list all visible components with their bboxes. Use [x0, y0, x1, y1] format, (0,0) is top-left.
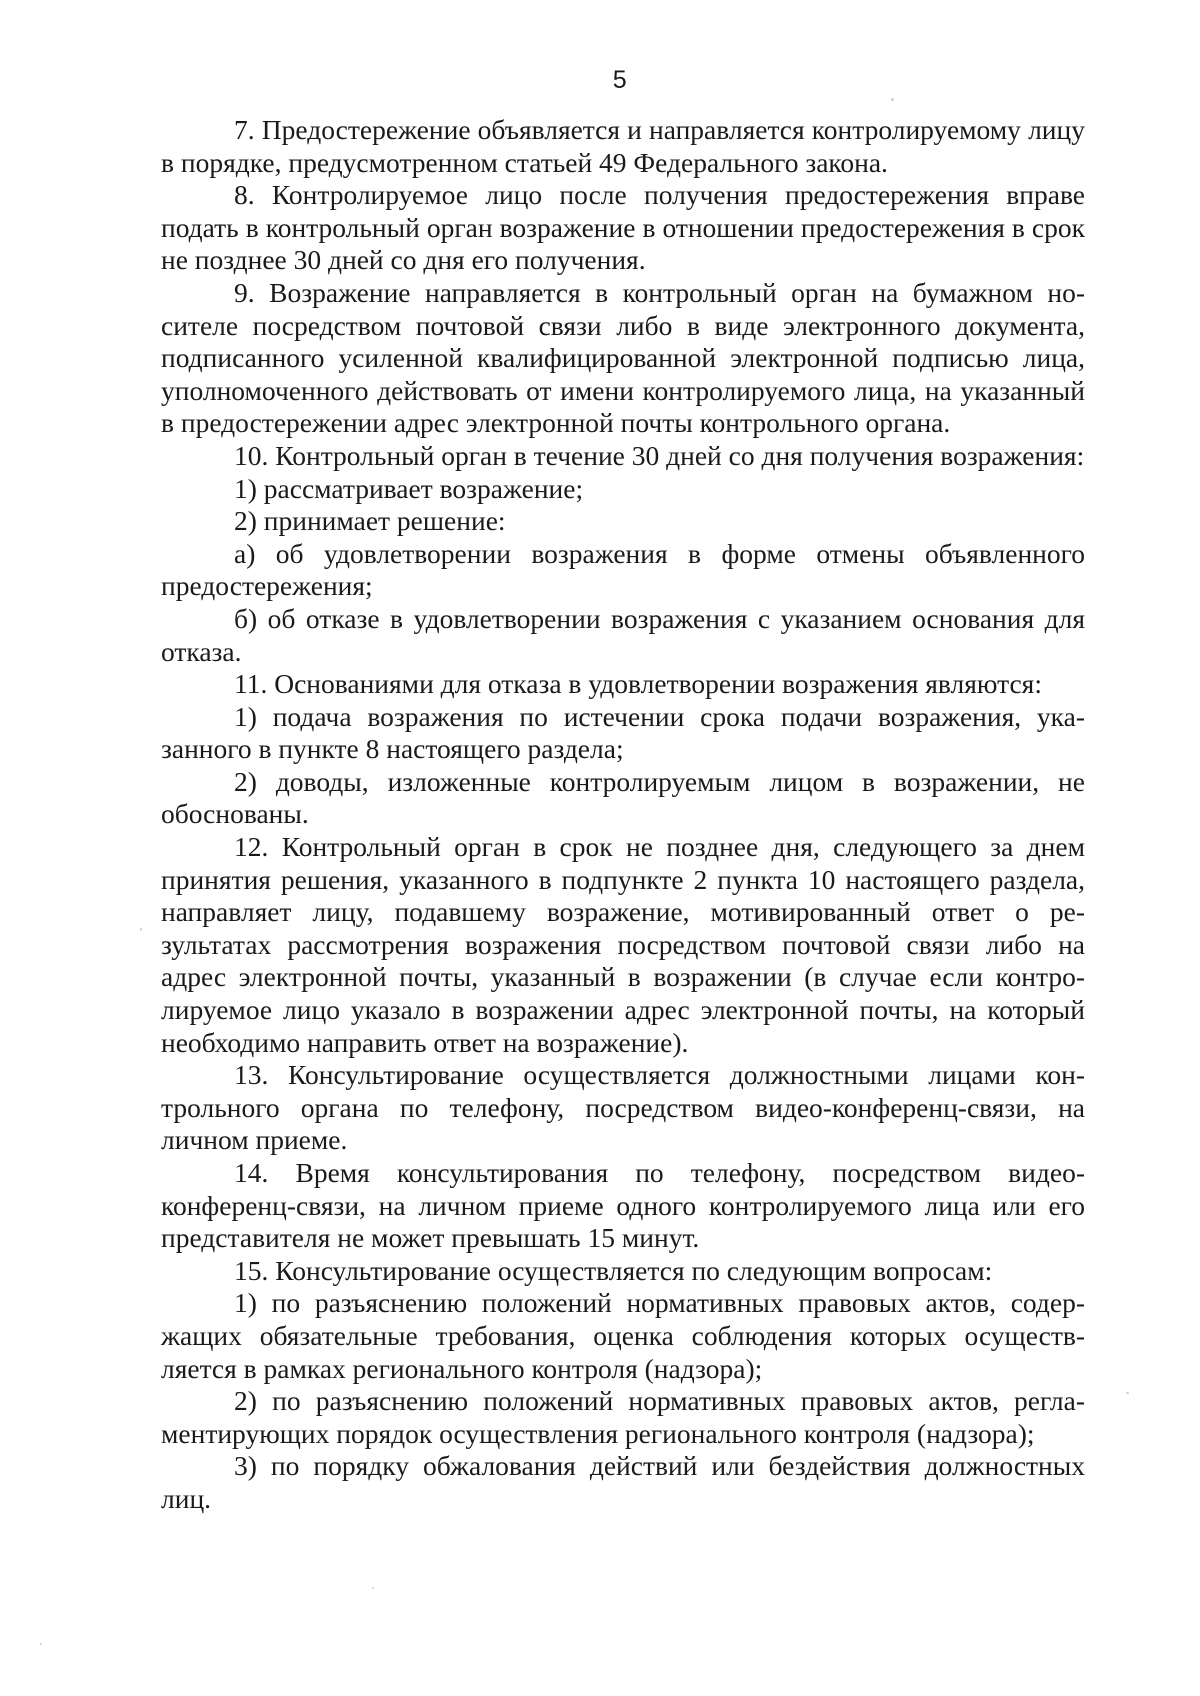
scan-speck — [140, 928, 142, 931]
paragraph-10-item-1: 1) рассматривает возражение; — [234, 472, 584, 504]
paragraph-11-item-1: 1) подача возражения по истечении срока подачи возражения, указанного в пункте 8 настоящего раздела; — [161, 700, 1085, 765]
page-number: 5 — [612, 66, 628, 94]
scan-speck — [372, 1587, 374, 1589]
paragraph-13: 13. Консультирование осуществляется должностными лицами контрольного органа по телефону, посредством видео-конференц-связи, на личном приеме. — [161, 1059, 1085, 1156]
paragraph-10: 10. Контрольный орган в течение 30 дней со дня получения возражения: — [234, 439, 1085, 471]
scan-speck — [1126, 1392, 1129, 1394]
paragraph-9: 9. Возражение направляется в контрольный орган на бумажном носителе посредством почтовой связи либо в виде электронного документа, подписанного усиленной квалифицированной электронной подписью лица, уполномоченного действовать от имени контролируемого лица, на указанный в предостережении адрес электронной почты контрольного органа. — [161, 276, 1085, 439]
paragraph-12: 12. Контрольный орган в срок не позднее дня, следующего за днем принятия решения, указанного в подпункте 2 пункта 10 настоящего раздела, направляет лицу, подавшему возражение, мотивированный ответ о результатах рассмотрения возражения посредством почтовой связи либо на адрес электронной почты, указанный в возражении (в случае если контролируемое лицо указало в возражении адрес электронной почты, на который необходимо направить ответ на возражение). — [161, 831, 1085, 1058]
scan-speck — [891, 98, 894, 101]
paragraph-8: 8. Контролируемое лицо после получения предостережения вправе подать в контрольный орган возражение в отношении предостережения в срок не позднее 30 дней со дня его получения. — [161, 179, 1085, 276]
scan-speck — [40, 1643, 42, 1645]
paragraph-7: 7. Предостережение объявляется и направляется контролируемому лицу в порядке, предусмотренном статьей 49 Федерального закона. — [161, 114, 1085, 178]
paragraph-10-item-2: 2) принимает решение: — [234, 505, 506, 537]
paragraph-15-item-2: 2) по разъяснению положений нормативных правовых актов, регламентирующих порядок осуществления регионального контроля (надзора); — [161, 1385, 1085, 1449]
document-body — [161, 114, 1085, 1516]
paragraph-10-item-2b: б) об отказе в удовлетворении возражения с указанием основания для отказа. — [161, 602, 1085, 667]
paragraph-11-item-2: 2) доводы, изложенные контролируемым лицом в возражении, не обоснованы. — [161, 765, 1085, 830]
paragraph-10-item-2a: а) об удовлетворении возражения в форме отмены объявленного предостережения; — [161, 537, 1085, 602]
paragraph-15-item-1: 1) по разъяснению положений нормативных правовых актов, содержащих обязательные требования, оценка соблюдения которых осуществляется в рамках регионального контроля (надзора); — [161, 1287, 1085, 1384]
paragraph-14: 14. Время консультирования по телефону, посредством видео-конференц-связи, на личном приеме одного контролируемого лица или его представителя не может превышать 15 минут. — [161, 1157, 1085, 1254]
paragraph-11: 11. Основаниями для отказа в удовлетворении возражения являются: — [234, 668, 1042, 700]
paragraph-15-item-3: 3) по порядку обжалования действий или бездействия должностных лиц. — [161, 1450, 1085, 1514]
paragraph-15: 15. Консультирование осуществляется по следующим вопросам: — [234, 1254, 993, 1286]
